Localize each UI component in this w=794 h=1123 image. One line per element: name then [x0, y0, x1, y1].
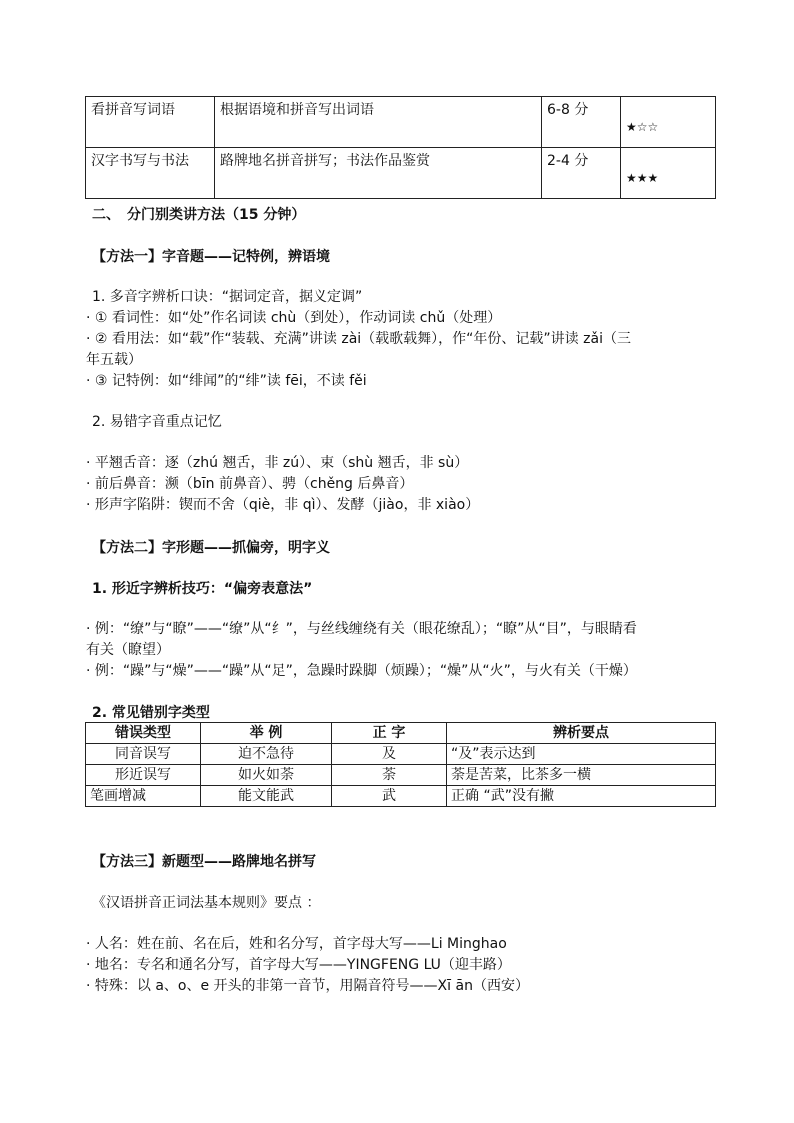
- table-cell: 6-8 分: [542, 97, 621, 148]
- column-header: 举 例: [201, 723, 332, 744]
- column-header: 正 字: [332, 723, 447, 744]
- table-cell: 汉字书写与书法: [86, 148, 215, 199]
- table-row: [86, 786, 716, 807]
- difficulty-stars: ★★★: [621, 148, 716, 199]
- list-item: · 地名：专名和通名分写，首字母大写——YINGFENG LU（迎丰路）: [86, 957, 511, 973]
- list-item: · 特殊：以 a、o、e 开头的非第一音节，用隔音符号——Xī ān（西安）: [86, 978, 529, 994]
- list-item: · 前后鼻音：濒（bīn 前鼻音）、骋（chěng 后鼻音）: [86, 476, 414, 492]
- table-cell: 能文能武: [201, 786, 332, 807]
- section-heading: 二、 分门别类讲方法（15 分钟）: [92, 207, 306, 223]
- method3-intro: 《汉语拼音正词法基本规则》要点 ：: [92, 895, 321, 911]
- table-cell: 及: [332, 744, 447, 765]
- method2-title: 【方法二】字形题——抓偏旁，明字义: [92, 540, 330, 556]
- table-row: [86, 97, 716, 148]
- method2-sub2: 2. 常见错别字类型: [92, 705, 210, 721]
- table-cell: 迫不急待: [201, 744, 332, 765]
- list-item: · 例：“躁”与“燥”——“躁”从“足”，急躁时跺脚（烦躁）；“燥”从“火”，与火有关（干燥）: [86, 663, 637, 679]
- list-item: · 平翘舌音：逐（zhú 翘舌，非 zú）、束（shù 翘舌，非 sù）: [86, 455, 469, 471]
- typo-type-table: [85, 722, 716, 807]
- table-row: [86, 148, 716, 199]
- method1-sub1: 1. 多音字辨析口诀：“据词定音，据义定调”: [92, 289, 363, 305]
- table-cell: 荼是苦菜，比茶多一横: [447, 765, 716, 786]
- table-cell: 笔画增减: [86, 786, 201, 807]
- table-cell: 路牌地名拼音拼写；书法作品鉴赏: [215, 148, 542, 199]
- table-cell: 形近误写: [86, 765, 201, 786]
- list-item: 年五载）: [86, 352, 142, 368]
- list-item: · 形声字陷阱：锲而不舍（qiè，非 qì）、发酵（jiào，非 xiào）: [86, 497, 480, 513]
- table-cell: 2-4 分: [542, 148, 621, 199]
- table-header-row: [86, 723, 716, 744]
- table-row: [86, 765, 716, 786]
- table-cell: 荼: [332, 765, 447, 786]
- list-item: · 例：“缭”与“瞭”——“缭”从“纟”，与丝线缠绕有关（眼花缭乱）；“瞭”从“目”，与眼睛看: [86, 621, 637, 637]
- table-row: [86, 744, 716, 765]
- column-header: 辨析要点: [447, 723, 716, 744]
- table-cell: 看拼音写词语: [86, 97, 215, 148]
- difficulty-stars: ★☆☆: [621, 97, 716, 148]
- table-cell: 同音误写: [86, 744, 201, 765]
- table-cell: 正确 “武”没有撇: [447, 786, 716, 807]
- list-item: · ② 看用法：如“载”作“装载、充满”讲读 zài（载歌载舞），作“年份、记载”讲读 zǎi（三: [86, 331, 631, 347]
- table-cell: 如火如荼: [201, 765, 332, 786]
- list-item: 有关（瞭望）: [86, 642, 170, 658]
- exam-type-table: [85, 96, 716, 199]
- table-cell: 武: [332, 786, 447, 807]
- method1-sub2: 2. 易错字音重点记忆: [92, 414, 222, 430]
- list-item: · ① 看词性：如“处”作名词读 chù（到处），作动词读 chǔ（处理）: [86, 310, 502, 326]
- method1-title: 【方法一】字音题——记特例，辨语境: [92, 249, 330, 265]
- list-item: · ③ 记特例：如“绯闻”的“绯”读 fēi，不读 fěi: [86, 373, 367, 389]
- list-item: · 人名：姓在前、名在后，姓和名分写，首字母大写——Li Minghao: [86, 936, 507, 952]
- table-cell: 根据语境和拼音写出词语: [215, 97, 542, 148]
- table-cell: “及”表示达到: [447, 744, 716, 765]
- method2-sub1: 1. 形近字辨析技巧：“偏旁表意法”: [92, 581, 313, 597]
- method3-title: 【方法三】新题型——路牌地名拼写: [92, 854, 316, 870]
- column-header: 错误类型: [86, 723, 201, 744]
